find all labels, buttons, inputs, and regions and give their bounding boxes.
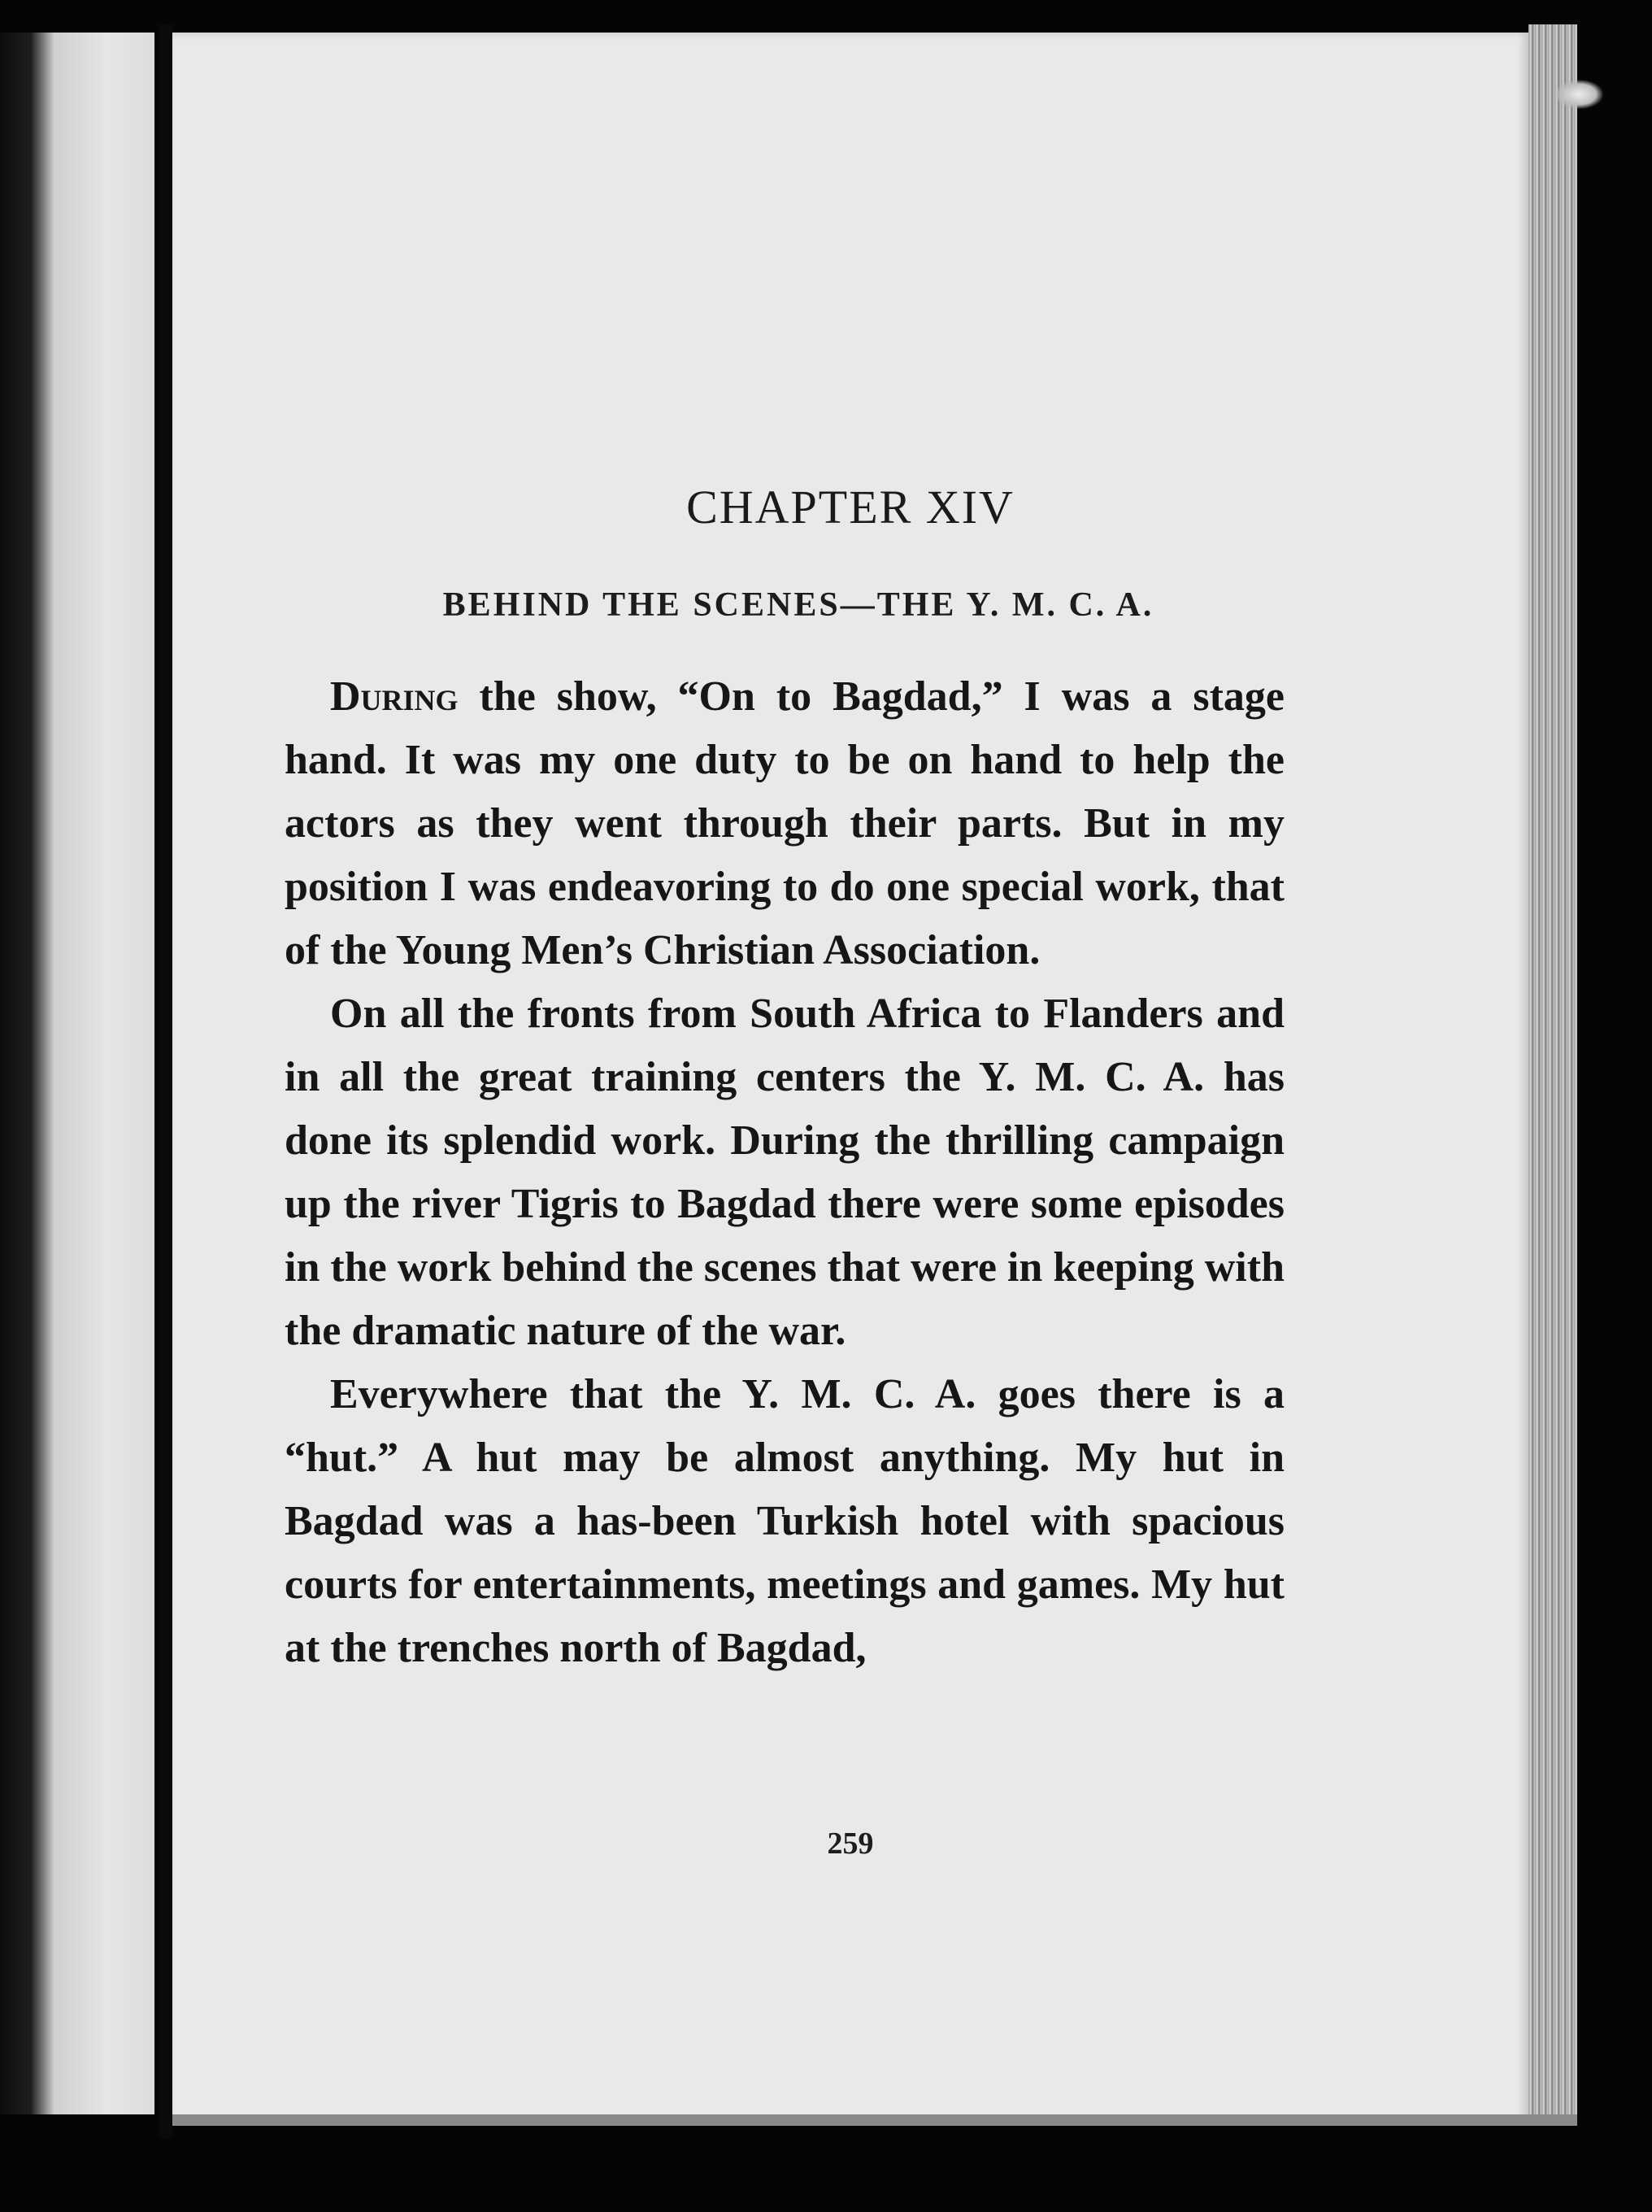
chapter-title: CHAPTER XIV xyxy=(686,481,1015,533)
paragraph-lead-word: During xyxy=(330,673,459,720)
scan-speck xyxy=(1554,80,1603,109)
paragraph-3 xyxy=(285,1363,1285,1680)
body-text xyxy=(285,665,1285,1680)
paragraph-text: the show, “On to Bagdad,” I was a stage hand. It was my one duty to be on hand to help the actors as they went through their parts. But in my position I was endeavoring to do one special work, that of the Young Men’s Christian Association. xyxy=(285,673,1285,973)
paragraph-text: On all the fronts from South Africa to Flanders and in all the great training centers the Y. M. C. A. has done its splendid work. During the thrilling campaign up the river Tigris to Bagdad there were some episodes in the work behind the scenes that were in keeping with the dramatic nature of the war. xyxy=(285,991,1285,1354)
page-stack-edge xyxy=(1528,24,1577,2123)
book-gutter xyxy=(159,24,172,2139)
paragraph-2 xyxy=(285,982,1285,1363)
previous-page-edge xyxy=(0,33,154,2114)
paragraph-text: Everywhere that the Y. M. C. A. goes there is a “hut.” A hut may be almost anything. My hut in Bagdad was a has-been Turkish hotel with spacious courts for entertainments, meetings and games. My hut at the trenches north of Bagdad, xyxy=(285,1371,1285,1671)
chapter-subtitle: BEHIND THE SCENES—THE Y. M. C. A. xyxy=(442,586,1154,624)
paragraph-1 xyxy=(285,665,1285,982)
page-bottom-edge xyxy=(172,2114,1577,2126)
page-number: 259 xyxy=(827,1827,874,1861)
